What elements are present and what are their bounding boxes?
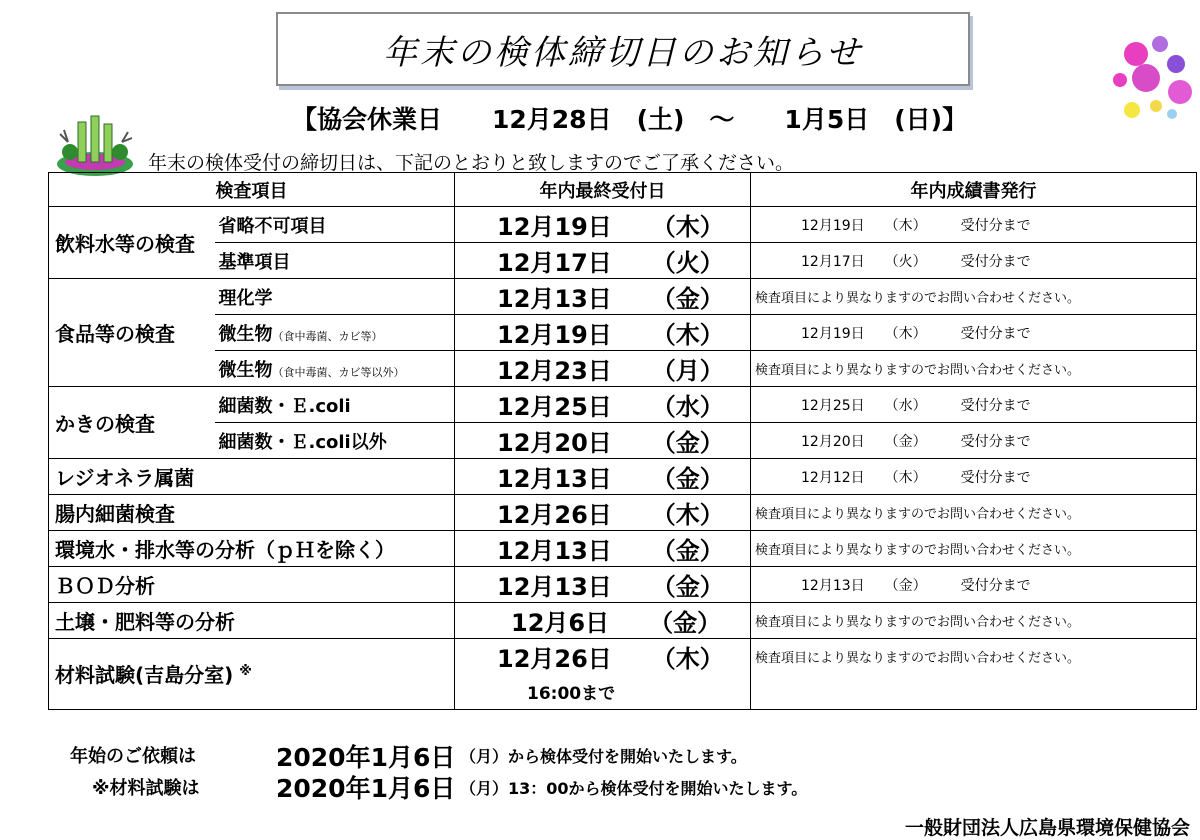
material-mark: ※ — [239, 663, 252, 679]
date-cell — [455, 423, 751, 459]
result-weekday: （火） — [884, 253, 927, 270]
date-cell — [455, 495, 751, 531]
category-intestinal: 腸内細菌検査 — [49, 495, 455, 531]
date-cell — [455, 387, 751, 423]
weekday: （金） — [651, 429, 724, 457]
result-note: 検査項目により異なりますのでお問い合わせください。 — [751, 603, 1197, 639]
category-material — [49, 639, 455, 710]
date-value: 12月13日 — [497, 465, 612, 493]
date-cell — [455, 207, 751, 243]
result-date: 12月17日 — [801, 253, 865, 270]
header-item: 検査項目 — [49, 173, 455, 207]
flower-decoration-icon — [1110, 30, 1195, 122]
weekday: （金） — [651, 465, 724, 493]
table-row — [49, 423, 1197, 459]
table-row — [49, 531, 1197, 567]
footer-label-1: 年始のご依頼は — [70, 746, 196, 767]
footer-rest-1: （月）から検体受付を開始いたします。 — [460, 747, 747, 766]
result-cell — [751, 315, 1197, 351]
weekday: （水） — [651, 393, 724, 421]
result-note: 検査項目により異なりますのでお問い合わせください。 — [751, 531, 1197, 567]
result-weekday: （金） — [884, 577, 927, 594]
result-suffix: 受付分まで — [960, 433, 1031, 450]
date-value: 12月6日 — [511, 609, 610, 637]
date-cell — [455, 639, 751, 675]
result-cell — [751, 567, 1197, 603]
date-value: 12月19日 — [497, 213, 612, 241]
date-cell — [455, 459, 751, 495]
kadomatsu-icon — [52, 112, 138, 178]
result-suffix: 受付分まで — [960, 325, 1031, 342]
category-bod: ＢＯＤ分析 — [49, 567, 455, 603]
table-row — [49, 459, 1197, 495]
weekday: （木） — [651, 501, 724, 529]
result-date: 12月20日 — [801, 433, 865, 450]
subitem-label: 省略不可項目 — [215, 207, 455, 243]
footer-date-2: 2020年1月6日 — [276, 774, 456, 803]
date-cell — [455, 315, 751, 351]
subitem-name: 微生物 — [218, 359, 273, 381]
date-value: 12月26日 — [497, 501, 612, 529]
weekday: （火） — [651, 249, 724, 277]
table-row — [49, 351, 1197, 387]
table-row — [49, 495, 1197, 531]
result-suffix: 受付分まで — [960, 397, 1031, 414]
result-weekday: （金） — [884, 433, 927, 450]
category-material-label: 材料試験(吉島分室) — [55, 663, 234, 688]
result-cell — [751, 459, 1197, 495]
weekday: （木） — [651, 213, 724, 241]
deadline-table — [48, 172, 1197, 710]
result-suffix: 受付分まで — [960, 253, 1031, 270]
title-box — [276, 12, 970, 86]
date-value: 12月13日 — [497, 285, 612, 313]
table-row — [49, 207, 1197, 243]
category-food: 食品等の検査 — [49, 279, 215, 387]
holiday-notice: 【協会休業日 12月28日 (土) ～ 1月5日 (日)】 — [292, 105, 968, 134]
date-value: 12月13日 — [497, 537, 612, 565]
date-cell — [455, 351, 751, 387]
header-last-accept: 年内最終受付日 — [455, 173, 751, 207]
weekday: （金） — [651, 537, 724, 565]
date-value: 12月13日 — [497, 573, 612, 601]
result-suffix: 受付分まで — [960, 217, 1031, 234]
subitem-note: （食中毒菌、カビ等） — [272, 329, 383, 343]
table-row — [49, 387, 1197, 423]
result-date: 12月25日 — [801, 397, 865, 414]
result-date: 12月19日 — [801, 325, 865, 342]
result-cell — [751, 423, 1197, 459]
intro-text: 年末の検体受付の締切日は、下記のとおりと致しますのでご了承ください。 — [148, 152, 795, 174]
subitem-name: 微生物 — [218, 323, 273, 345]
result-weekday: （木） — [884, 217, 927, 234]
subitem-note: （食中毒菌、カビ等以外） — [272, 365, 405, 379]
date-value: 12月19日 — [497, 321, 612, 349]
category-soil: 土壌・肥料等の分析 — [49, 603, 455, 639]
category-legionella: レジオネラ属菌 — [49, 459, 455, 495]
result-date: 12月19日 — [801, 217, 865, 234]
result-date: 12月13日 — [801, 577, 865, 594]
subitem-label — [215, 315, 455, 351]
date-value: 12月26日 — [497, 645, 612, 673]
table-row — [49, 567, 1197, 603]
table-row — [49, 243, 1197, 279]
date-cell — [455, 531, 751, 567]
result-suffix: 受付分まで — [960, 469, 1031, 486]
result-weekday: （水） — [884, 397, 927, 414]
subitem-label: 細菌数・Ｅ.coli — [215, 387, 455, 423]
material-time: 16:00まで — [455, 674, 751, 709]
result-note: 検査項目により異なりますのでお問い合わせください。 — [751, 279, 1197, 315]
subitem-label: 基準項目 — [215, 243, 455, 279]
date-cell — [455, 243, 751, 279]
table-row — [49, 315, 1197, 351]
result-note: 検査項目により異なりますのでお問い合わせください。 — [751, 495, 1197, 531]
table-row — [49, 603, 1197, 639]
footer-label-2: ※材料試験は — [92, 778, 200, 799]
category-environment: 環境水・排水等の分析（ｐＨを除く） — [49, 531, 455, 567]
organization-name: 一般財団法人広島県環境保健協会 — [904, 817, 1190, 839]
weekday: （木） — [651, 321, 724, 349]
table-row — [49, 279, 1197, 315]
result-suffix: 受付分まで — [960, 577, 1031, 594]
result-weekday: （木） — [884, 469, 927, 486]
category-oyster: かきの検査 — [49, 387, 215, 459]
date-value: 12月23日 — [497, 357, 612, 385]
date-value: 12月25日 — [497, 393, 612, 421]
date-cell — [455, 603, 751, 639]
result-note: 検査項目により異なりますのでお問い合わせください。 — [751, 639, 1197, 710]
result-cell — [751, 243, 1197, 279]
weekday: （月） — [651, 357, 724, 385]
weekday: （木） — [651, 645, 724, 673]
date-cell — [455, 279, 751, 315]
footer-date-1: 2020年1月6日 — [276, 743, 456, 772]
result-note: 検査項目により異なりますのでお問い合わせください。 — [751, 351, 1197, 387]
subitem-label: 細菌数・Ｅ.coli以外 — [215, 423, 455, 459]
page-title: 年末の検体締切日のお知らせ — [383, 32, 863, 73]
header-report: 年内成績書発行 — [751, 173, 1197, 207]
category-drinking-water: 飲料水等の検査 — [49, 207, 215, 279]
table-row — [49, 639, 1197, 675]
footer-rest-2: （月）13：00から検体受付を開始いたします。 — [460, 779, 808, 798]
table-header-row — [49, 173, 1197, 207]
result-cell — [751, 387, 1197, 423]
footer-notes — [0, 736, 1200, 806]
weekday: （金） — [651, 285, 724, 313]
result-date: 12月12日 — [801, 469, 865, 486]
result-weekday: （木） — [884, 325, 927, 342]
weekday: （金） — [649, 609, 722, 637]
subitem-label — [215, 351, 455, 387]
date-value: 12月20日 — [497, 429, 612, 457]
result-cell — [751, 207, 1197, 243]
date-cell — [455, 567, 751, 603]
weekday: （金） — [651, 573, 724, 601]
date-value: 12月17日 — [497, 249, 612, 277]
subitem-label: 理化学 — [215, 279, 455, 315]
